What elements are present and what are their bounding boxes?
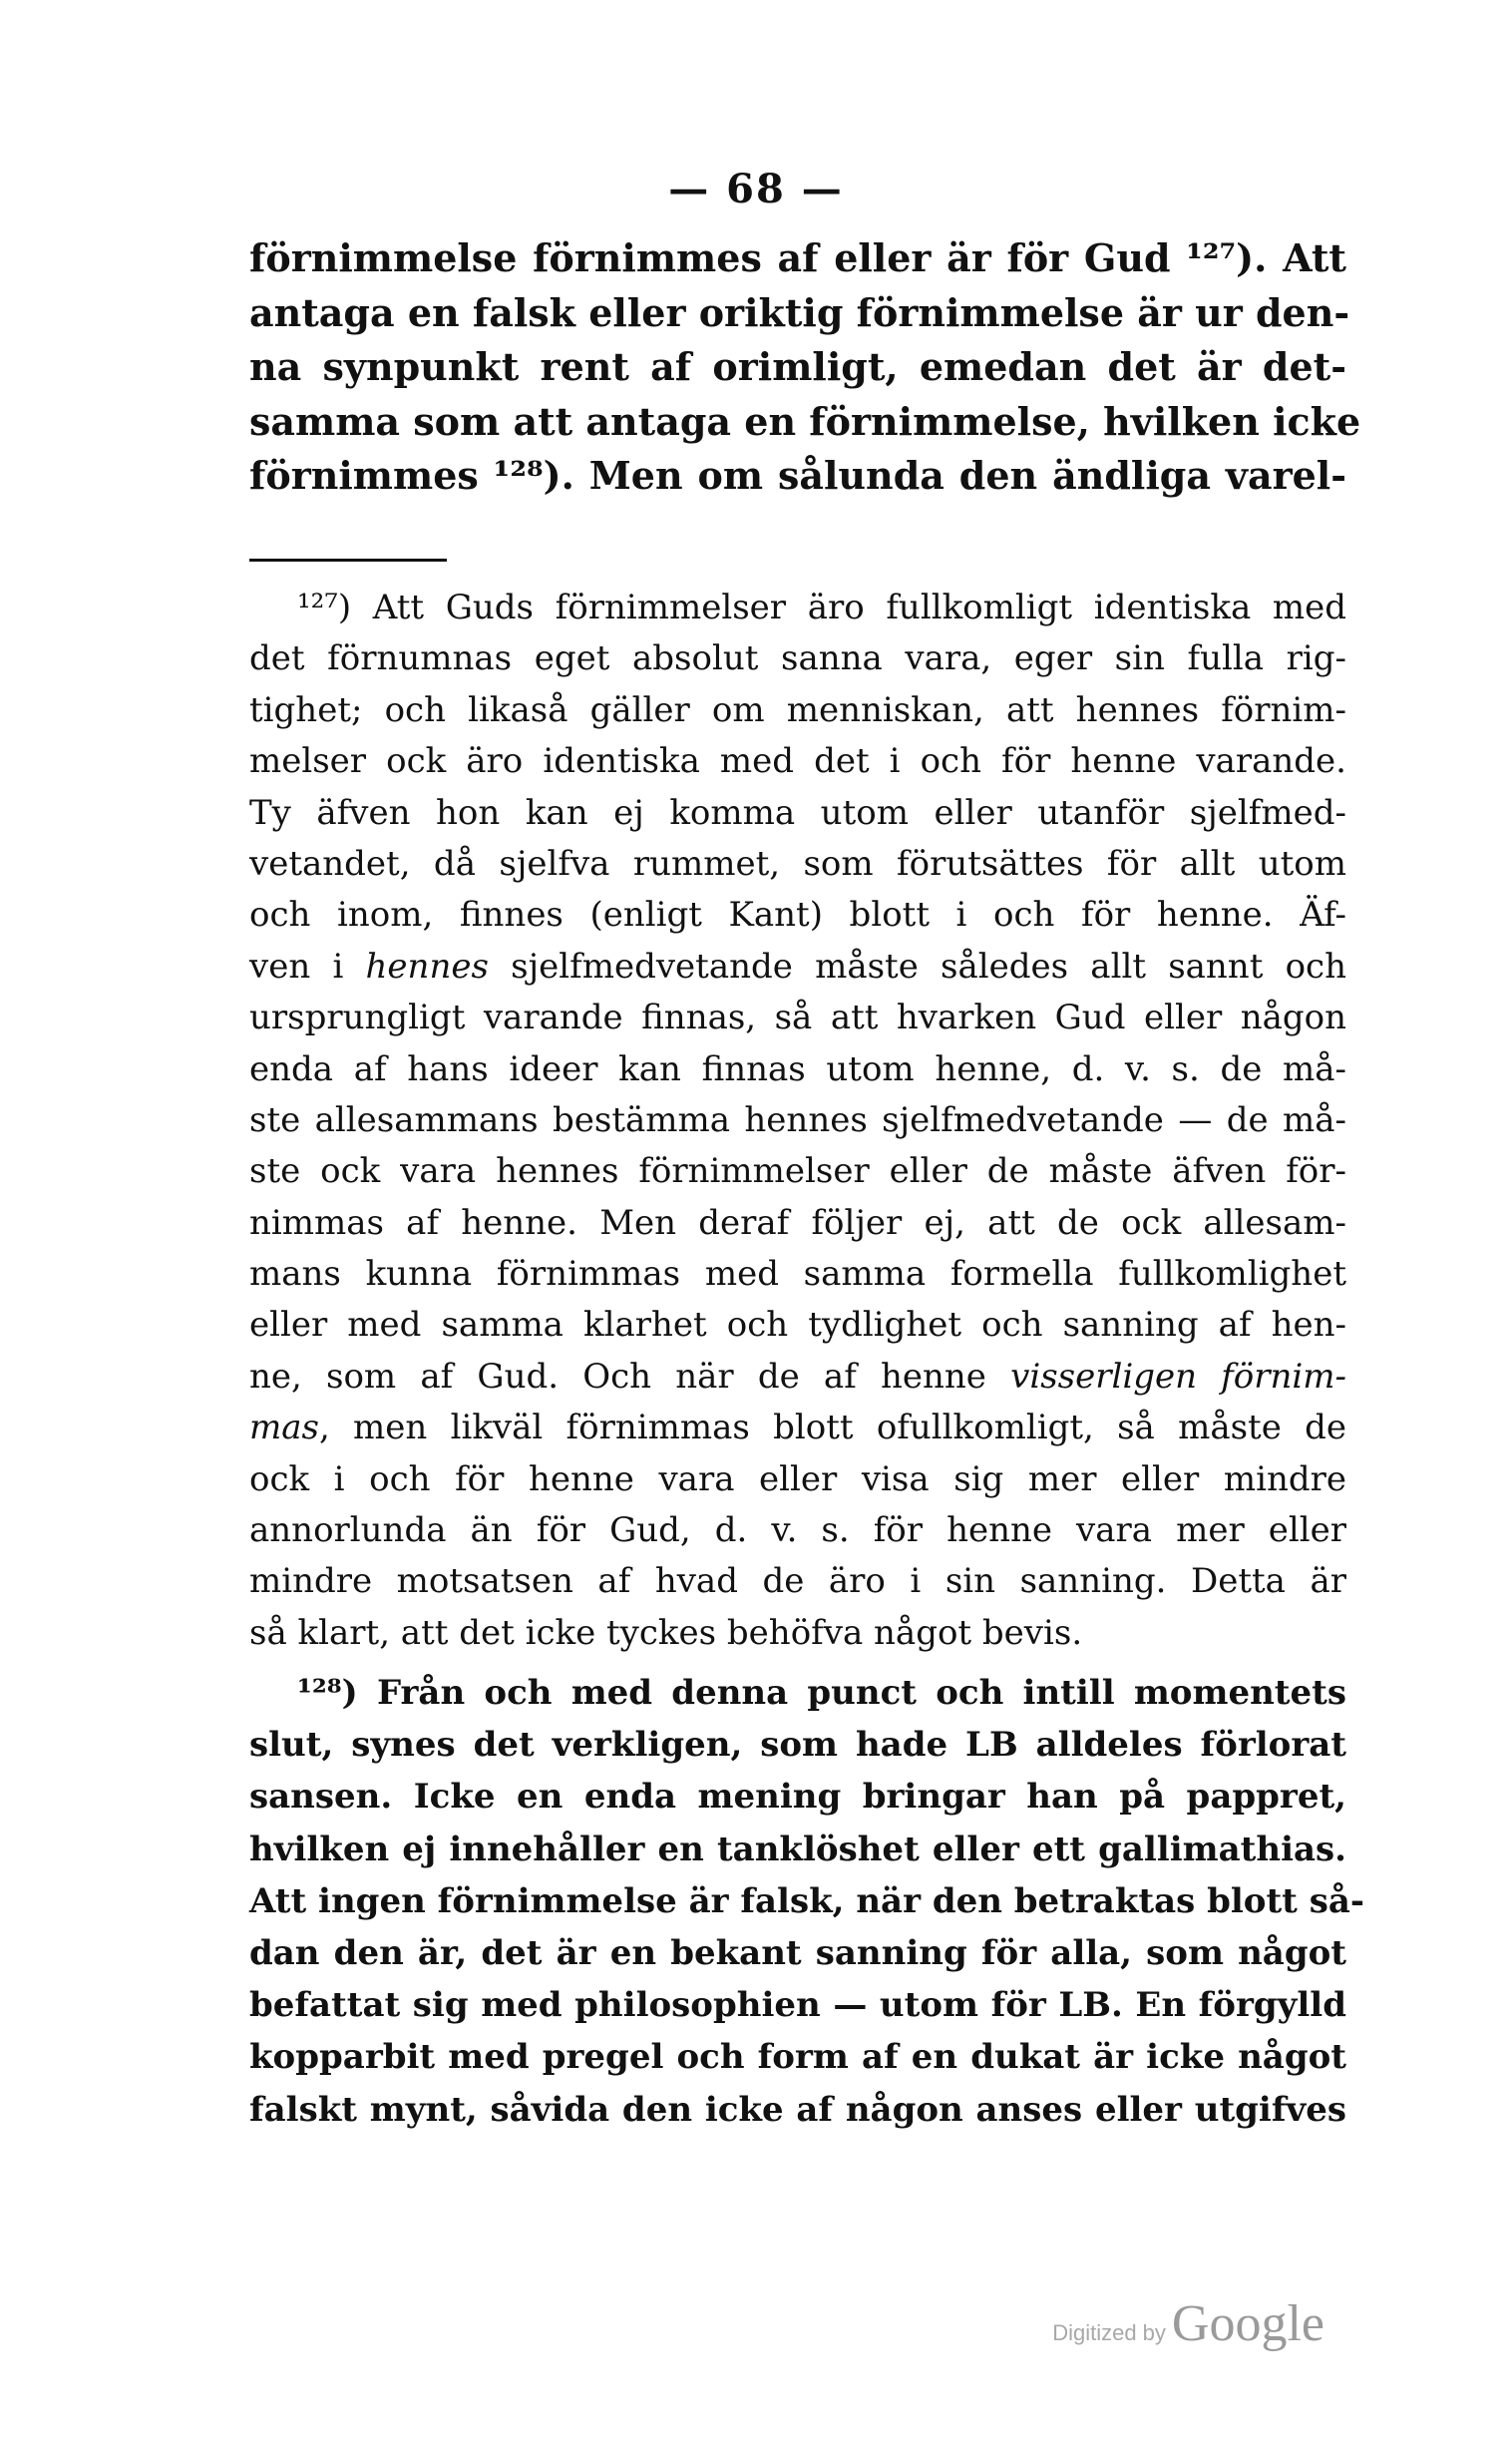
footnote-text: sjelfmedvetande måste således allt sannt och xyxy=(488,946,1346,987)
page-number: — 68 — xyxy=(668,166,844,212)
footnote-line: ¹²⁸) Från och med denna punct och intill momentets xyxy=(297,1673,1346,1713)
text-line: na synpunkt rent af orimligt, emedan det är det- xyxy=(249,344,1346,389)
footnote-line xyxy=(249,1403,1346,1453)
footnote-line: enda af hans ideer kan finnas utom henne, d. v. s. de må- xyxy=(249,1048,1346,1089)
footnote-line: så klart, att det icke tyckes behöfva något bevis. xyxy=(249,1612,1083,1653)
footnote-line: det förnumnas eget absolut sanna vara, eger sin fulla rig- xyxy=(249,638,1346,679)
footnote-line: slut, synes det verkligen, som hade LB alldeles förlorat xyxy=(249,1725,1346,1766)
footnote-divider xyxy=(249,559,447,562)
google-logo: Google xyxy=(1171,2295,1324,2352)
italic-text: visserligen förnim- xyxy=(1010,1356,1346,1397)
footnote-128 xyxy=(249,1667,1364,2136)
footnote-line: ¹²⁷) Att Guds förnimmelser äro fullkomligt identiska med xyxy=(297,588,1346,627)
footnote-line: mindre motsatsen af hvad de äro i sin sanning. Detta är xyxy=(249,1561,1346,1602)
footnote-text: ven i xyxy=(249,946,366,987)
footnote-line: nimmas af henne. Men deraf följer ej, att de ock allesam- xyxy=(249,1202,1346,1243)
footnote-line: tighet; och likaså gäller om menniskan, att hennes förnim- xyxy=(249,689,1346,730)
footnote-line: ste allesammans bestämma hennes sjelfmedvetande — de må- xyxy=(249,1099,1346,1140)
footnote-line: Ty äfven hon kan ej komma utom eller utanför sjelfmed- xyxy=(249,792,1346,833)
footnote-line: och inom, finnes (enligt Kant) blott i och för henne. Äf- xyxy=(249,895,1346,936)
footnote-line xyxy=(249,942,1346,993)
footnote-line: ste ock vara hennes förnimmelser eller de måste äfven för- xyxy=(249,1151,1346,1192)
text-line: antaga en falsk eller oriktig förnimmelse är ur den- xyxy=(249,289,1350,335)
footnote-line: vetandet, då sjelfva rummet, som förutsättes för allt utom xyxy=(249,843,1346,884)
text-line: samma som att antaga en förnimmelse, hvilken icke xyxy=(249,398,1361,444)
footnote-127 xyxy=(249,583,1346,1659)
digitized-watermark xyxy=(1052,2294,1324,2353)
footnote-line: mans kunna förnimmas med samma formella fullkomlighet xyxy=(249,1254,1346,1295)
text-line: förnimmes ¹²⁸). Men om sålunda den ändliga varel- xyxy=(249,453,1346,498)
footnote-line: annorlunda än för Gud, d. v. s. för henne vara mer eller xyxy=(249,1510,1346,1551)
footnote-line: sansen. Icke en enda mening bringar han på pappret, xyxy=(249,1777,1346,1818)
footnote-line: Att ingen förnimmelse är falsk, när den betraktas blott så- xyxy=(249,1880,1364,1921)
italic-text: mas xyxy=(249,1408,319,1448)
footnote-line: ursprungligt varande finnas, så att hvarken Gud eller någon xyxy=(249,998,1346,1038)
footnote-line: eller med samma klarhet och tydlighet och sanning af hen- xyxy=(249,1305,1346,1346)
footnote-line: befattat sig med philosophien — utom för LB. En förgylld xyxy=(249,1985,1346,2026)
italic-text: hennes xyxy=(365,946,489,987)
main-body-text xyxy=(249,231,1361,504)
footnote-line: ock i och för henne vara eller visa sig mer eller mindre xyxy=(249,1458,1346,1499)
footnote-line: dan den är, det är en bekant sanning för alla, som något xyxy=(249,1932,1346,1973)
footnote-line: kopparbit med pregel och form af en dukat är icke något xyxy=(249,2037,1346,2078)
footnote-line: hvilken ej innehåller en tanklöshet eller ett gallimathias. xyxy=(249,1829,1346,1869)
footnote-text: ne, som af Gud. Och när de af henne xyxy=(249,1356,1011,1397)
footnote-text: , men likväl förnimmas blott ofullkomligt, så måste de xyxy=(318,1408,1346,1448)
footnote-line xyxy=(249,1352,1346,1403)
text-line: förnimmelse förnimmes af eller är för Gud ¹²⁷). Att xyxy=(249,235,1346,280)
footnote-line: melser ock äro identiska med det i och för henne varande. xyxy=(249,741,1346,782)
watermark-prefix: Digitized by xyxy=(1052,2320,1166,2345)
footnote-line: falskt mynt, såvida den icke af någon anses eller utgifves xyxy=(249,2089,1346,2130)
